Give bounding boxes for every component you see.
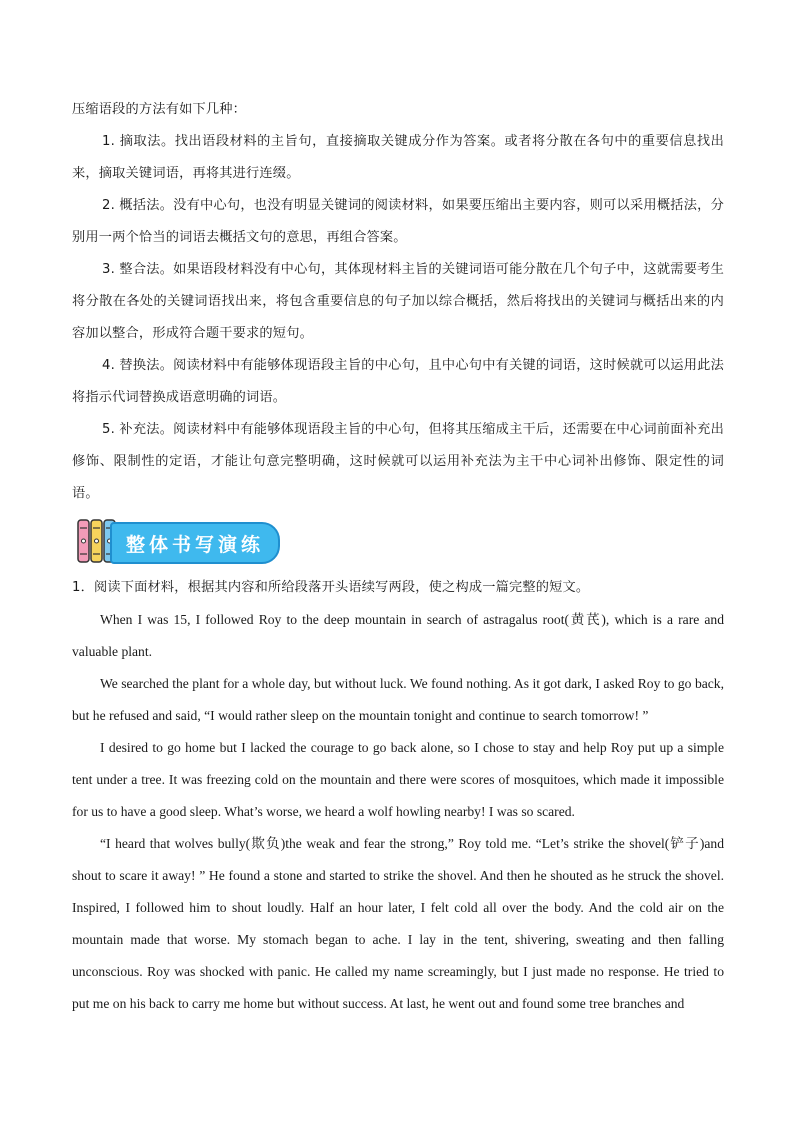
banner-title-box xyxy=(110,522,280,564)
method-item-integrate: 3. 整合法。如果语段材料没有中心句，其体现材料主旨的关键词语可能分散在几个句子中，这就需要考生将分散在各处的关键词语找出来，将包含重要信息的句子加以综合概括，然后将找出的关键词与概括出来的内容加以整合，形成符合题干要求的短句。 xyxy=(72,262,724,341)
task-instruction: 1．阅读下面材料，根据其内容和所给段落开头语续写两段，使之构成一篇完整的短文。 xyxy=(72,580,590,595)
section-heading: 压缩语段的方法有如下几种： xyxy=(72,102,247,117)
story-paragraph-3: I desired to go home but I lacked the courage to go back alone, so I chose to stay and help Roy put up a simple tent under a tree. It was freezing cold on the mountain and there were scores of mosquitoes, which made it impossible for us to have a good sleep. What’s worse, we heard a wolf howling nearby! I was so scared. xyxy=(72,740,724,819)
method-item-summarize: 2. 概括法。没有中心句，也没有明显关键词的阅读材料，如果要压缩出主要内容，则可以采用概括法，分别用一两个恰当的词语去概括文句的意思，再组合答案。 xyxy=(72,198,724,245)
methods-section xyxy=(72,94,724,510)
method-item-replace: 4. 替换法。阅读材料中有能够体现语段主旨的中心句，且中心句中有关键的词语，这时候就可以运用此法将指示代词替换成语意明确的词语。 xyxy=(72,358,724,405)
story-passage xyxy=(72,604,724,1020)
banner-title: 整体书写演练 xyxy=(125,533,264,556)
story-paragraph-2: We searched the plant for a whole day, but without luck. We found nothing. As it got dark, I asked Roy to go back, but he refused and said, “I would rather sleep on the mountain tonight and continue to search tomorrow! ” xyxy=(72,676,724,723)
method-item-extract: 1. 摘取法。找出语段材料的主旨句，直接摘取关键成分作为答案。或者将分散在各句中的重要信息找出来，摘取关键词语，再将其进行连缀。 xyxy=(72,134,724,181)
section-banner xyxy=(76,516,281,566)
story-paragraph-4: “I heard that wolves bully(欺负)the weak and fear the strong,” Roy told me. “Let’s strike the shovel(铲子)and shout to scare it away! ” He found a stone and started to strike the shovel. And then he shouted as he struck the shovel. Inspired, I followed him to shout loudly. Half an hour later, I felt cold all over the body. And the cold air on the mountain made that worse. My stomach began to ache. I lay in the tent, shivering, sweating and then falling unconscious. Roy was shocked with panic. He called my name screamingly, but I just made no response. He tried to put me on his back to carry me home but without success. At last, he went out and found some tree branches and xyxy=(72,836,724,1011)
story-paragraph-1: When I was 15, I followed Roy to the deep mountain in search of astragalus root(黄芪), which is a rare and valuable plant. xyxy=(72,612,724,659)
method-item-supplement: 5. 补充法。阅读材料中有能够体现语段主旨的中心句，但将其压缩成主干后，还需要在中心词前面补充出修饰、限制性的定语，才能让句意完整明确，这时候就可以运用补充法为主干中心词补出修饰、限定性的词语。 xyxy=(72,422,724,501)
